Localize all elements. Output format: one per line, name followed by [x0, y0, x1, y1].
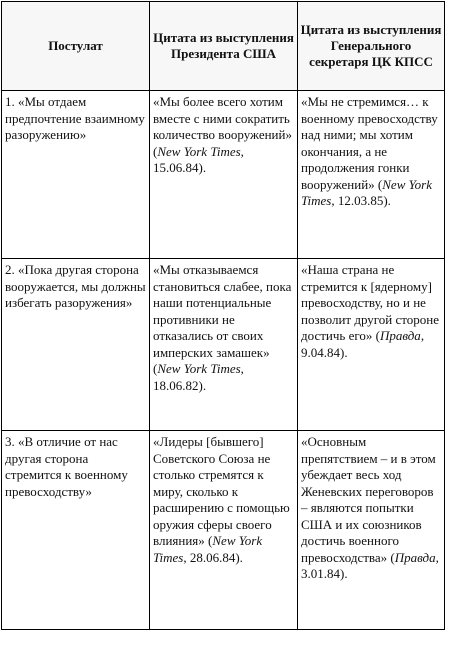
postulate-text: 3. «В отличие от нас другая сторона стремится к военному превосходству»	[5, 434, 128, 499]
quote-date: 9.04.84	[301, 344, 340, 360]
header-row	[2, 2, 445, 91]
quote-date: 28.06.84	[189, 549, 236, 565]
table-row	[2, 91, 445, 259]
quote-date: 3.01.84	[301, 566, 340, 581]
quote-source: New York Times	[157, 143, 241, 159]
usa-quote-cell: «Мы более всего хотим вместе с ними сократить количество вооружений» (New York Times, 15.06.84).	[150, 91, 298, 259]
quote-source: Правда	[379, 328, 421, 343]
quote-text: «Основным препятствием – и в этом убеждает весь ход Женевских переговоров – являются попытки США и их союзников достичь военного превосходства»	[301, 434, 436, 565]
table-row	[2, 259, 445, 431]
quote-source: New York Times	[153, 533, 263, 565]
quote-text: «Лидеры [бывшего] Советского Союза не столько стремятся к миру, сколько к расширению с помощью оружия сферы своего влияния»	[153, 434, 290, 548]
postulate-cell	[2, 259, 150, 431]
quote-source: New York Times	[157, 361, 241, 376]
ussr-quote-cell: «Мы не стремимся… к военному превосходству над ними; мы хотим окончания, а не продолжения гонки вооружений» (New York Times, 12.03.85).	[298, 91, 445, 259]
quote-text: «Мы отказываемся становиться слабее, пока наши потенциальные противники не отказались от своих имперских замашек»	[153, 262, 292, 360]
table-row	[2, 431, 445, 630]
usa-quote-cell: «Мы отказываемся становиться слабее, пока наши потенциальные противники не отказались от своих имперских замашек» (New York Times, 18.06.82).	[150, 259, 298, 431]
ussr-quote-cell: «Наша страна не стремится к [ядерному] превосходству, но и не позволит другой стороне достичь его» (Правда, 9.04.84).	[298, 259, 445, 431]
header-postulate: Постулат	[2, 2, 150, 91]
header-usa-president: Цитата из выступления Президента США	[150, 2, 298, 91]
postulate-text: 2. «Пока другая сторона вооружается, мы должны избегать разоружения»	[5, 262, 146, 310]
usa-quote-cell: «Лидеры [бывшего] Советского Союза не столько стремятся к миру, сколько к расширению с помощью оружия сферы своего влияния» (New York Times, 28.06.84).	[150, 431, 298, 630]
quote-date: 12.03.85	[337, 193, 384, 208]
quote-source: New York Times	[301, 176, 432, 208]
quote-text: «Мы более всего хотим вместе с ними сократить количество вооружений»	[153, 94, 292, 142]
postulate-text: 1. «Мы отдаем предпочтение взаимному разоружению»	[5, 94, 145, 142]
quotes-table	[1, 1, 445, 630]
quote-text: «Наша страна не стремится к [ядерному] превосходству, но и не позволит другой стороне достичь его»	[301, 262, 440, 343]
ussr-quote-cell: «Основным препятствием – и в этом убеждает весь ход Женевских переговоров – являются попытки США и их союзников достичь военного превосходства» (Правда, 3.01.84).	[298, 431, 445, 630]
quote-date: 15.06.84	[153, 160, 199, 175]
quote-date: 18.06.82	[153, 377, 199, 393]
header-ussr-secretary: Цитата из выступления Генерального секретаря ЦК КПСС	[298, 2, 445, 91]
postulate-cell	[2, 431, 150, 630]
quote-text: «Мы не стремимся… к военному превосходству над ними; мы хотим окончания, а не продолжения гонки вооружений»	[301, 94, 438, 192]
quote-source: Правда	[394, 549, 436, 565]
postulate-cell	[2, 91, 150, 259]
